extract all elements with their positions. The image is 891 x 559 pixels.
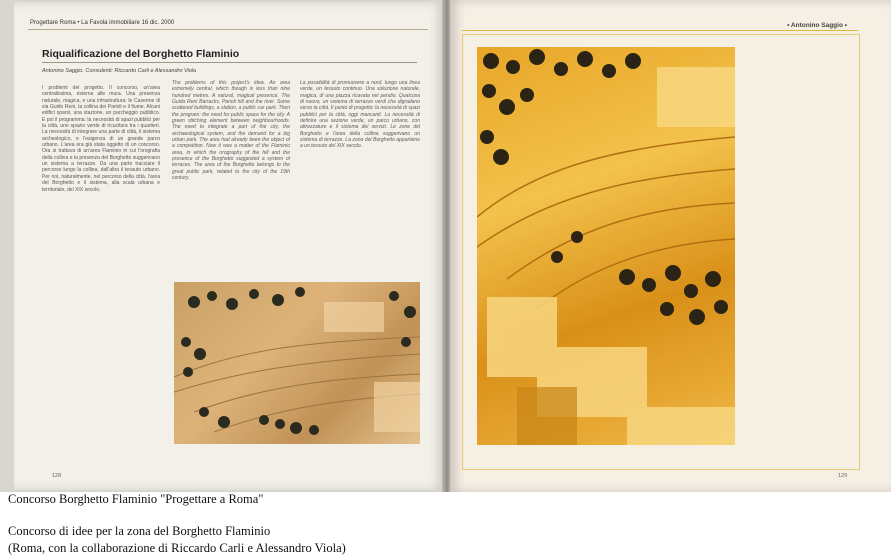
article-column-3: La possibilità di promuovere a nord, lungo una linea verde, un tessuto continuo. Una soluzione naturale, magica, di una piazza ricavata nel pendio. Qualcosa di nuovo, un sistema di terrazze verdi che digradano verso la città. Il punto di progetto: la necessità di spazi pubblici per la città, oggi mancanti. La necessità di definire una sezione verde, un parco urbano, con attrezzature e il sistema dei servizi. Le zone del Borghetto e l'area della collina suggerivano un sistema di terrazze. La zona del Borghetto appartiene a un tessuto del XIX secolo.	[300, 80, 420, 150]
article-title: Riqualificazione del Borghetto Flaminio	[42, 48, 240, 60]
caption-title: Concorso Borghetto Flaminio "Progettare a Roma"	[8, 492, 264, 506]
caption-collaborators: (Roma, con la collaborazione di Riccardo Carli e Alessandro Viola)	[8, 541, 346, 555]
model-photo-left	[174, 282, 420, 444]
right-header-rule	[462, 30, 858, 31]
caption-description: Concorso di idee per la zona del Borghetto Flaminio	[8, 524, 271, 538]
left-page-number: 128	[52, 473, 62, 479]
left-header-rule	[28, 29, 428, 30]
model-photo-right	[477, 47, 735, 445]
title-rule	[42, 62, 417, 63]
article-authors: Antonino Saggio. Consulenti: Riccardo Carli e Alessandro Viola	[42, 68, 197, 74]
left-running-header: Progettare Roma • La Favola immobiliare 16 dic. 2000	[30, 20, 175, 26]
article-column-2: The problems of this project's idea. An area extremely central, which though is less than nine hundred metres. A natural, magical presence. The Guido Reni Barracks, Parioli hill and the river. Some scattered buildings, a station, a public car park. Then the program: the need for public space for the city. A green stitching element between neighbourhoods. The need to integrate a part of the city, the archaeological system, and the demand for a big urban park. The area had already been the object of a competition. Now it was a matter of the Flaminio area, in which the orography of the hill and the presence of the Borghetto suggested a system of terraces. The area of the Borghetto belongs to the great public park, related to the city of the 19th century.	[172, 80, 290, 182]
right-running-header: • Antonino Saggio •	[787, 22, 847, 29]
article-column-1: I problemi del progetto. Il concorso, un'area centralissima, esterna alle mura. Una presenza naturale, magica, e una infrastruttura: le Caserme di via Guido Reni, la collina dei Parioli e il fiume. Alcuni edifici sparsi, una stazione, un parcheggio pubblico. E poi il programma: la necessità di spazi pubblici per la città, uno spazio verde di ricucitura tra i quartieri. La necessità di integrare una parte di città, il sistema archeologico, e l'esigenza di un grande parco urbano. L'area era già stata oggetto di un concorso. Ora si trattava di un'area Flaminio in cui l'orografia della collina e la presenza del Borghetto suggerivano un sistema a terrazze. Da una parte tracciare il percorso lungo la collina, dall'altra il tessuto urbano. Per noi, naturalmente, nel percorso della città, l'area del Borghetto e il sistema, alla scala urbana e territoriale, del XIX secolo.	[42, 85, 160, 193]
right-page-number: 129	[838, 473, 848, 479]
